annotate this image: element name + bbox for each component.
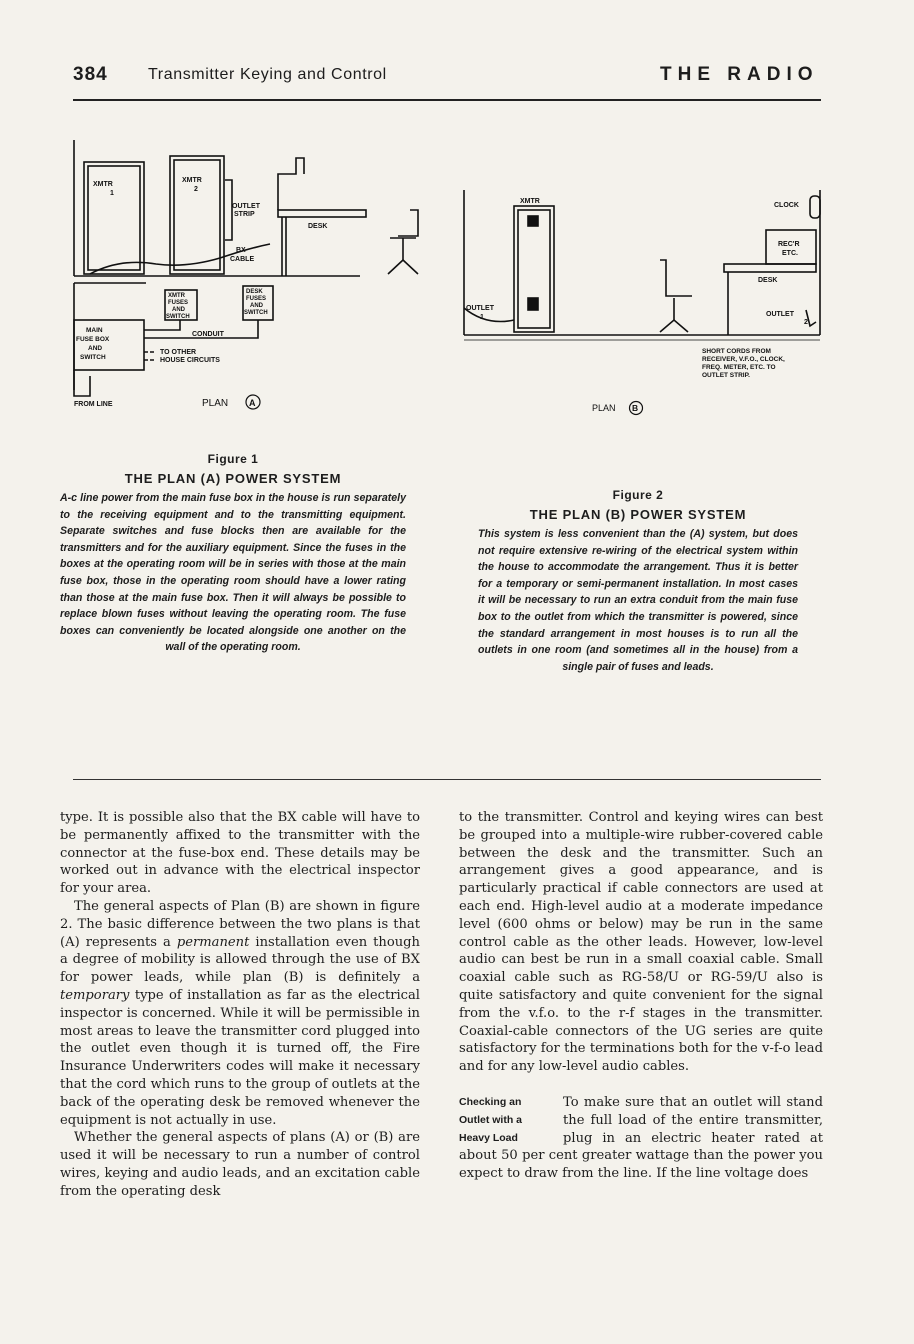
running-title: THE RADIO <box>660 64 819 85</box>
fig1-bx-label: BX <box>236 247 246 254</box>
fig1-cable-label: CABLE <box>230 256 255 263</box>
fig1-other-1: TO OTHER <box>160 349 197 356</box>
page-number: 384 <box>73 64 108 85</box>
fig1-strip-label: STRIP <box>234 211 255 218</box>
fig2-plan-letter: B <box>632 403 639 413</box>
figure1-label: Figure 1 <box>207 452 259 466</box>
fig2-rec-1: REC'R <box>778 241 800 248</box>
figure2-label: Figure 2 <box>612 488 664 502</box>
left-para-3: Whether the general aspects of plans (A) or (B) are used it will be necessary to run a number of control wires, keying and audio leads, and an excitation cable from the operating desk <box>60 1130 420 1199</box>
fig2-cords-1: SHORT CORDS FROM <box>702 348 771 355</box>
fig1-main-1: MAIN <box>86 327 103 334</box>
figure2-caption <box>478 488 798 675</box>
fig2-plan-label: PLAN <box>592 403 616 413</box>
fig2-rec-2: ETC. <box>782 250 798 257</box>
fig2-outlet-num: 1 <box>480 314 484 321</box>
figure2-caption-text: This system is less convenient than the (A) system, but does not require extensive re-wiring of the electrical system within the house to accommodate the arrangement. Thus it is better for a temporary or semi-permanent installation. In most cases it will be necessary to run an extra conduit from the main fuse box to the outlet from which the transmitter is powered, since the standard arrangement in most houses is to run all the outlets in one room (and sometimes all in the house) from a single pair of fuses and leads. <box>478 528 798 673</box>
right-para-2: To make sure that an outlet will stand the full load of the entire transmitter, plug in an electric heater rated at about 50 per cent greater wattage than the power you expect to draw from the line. If the line voltage does <box>459 1094 823 1182</box>
fig2-clock-label: CLOCK <box>774 202 799 209</box>
fig1-xmtr-fuses-2: FUSES <box>168 300 189 306</box>
right-column <box>459 809 823 1183</box>
checking-outlet-section <box>459 1094 823 1183</box>
fig2-cords-4: OUTLET STRIP. <box>702 372 750 379</box>
fig2-cords-3: FREQ. METER, ETC. TO <box>702 364 776 371</box>
fig1-desk-fuses-3: AND <box>250 303 263 309</box>
fig1-from-line: FROM LINE <box>74 401 113 408</box>
section-title: Transmitter Keying and Control <box>148 66 387 83</box>
fig1-xmtr-fuses-4: SWITCH <box>166 314 190 320</box>
figure2-title: THE PLAN (B) POWER SYSTEM <box>529 507 747 522</box>
fig2-outlet-right: OUTLET <box>766 311 794 318</box>
fig1-xmtr2-num: 2 <box>194 186 198 193</box>
fig1-xmtr1-num: 1 <box>110 190 114 197</box>
fig1-main-4: SWITCH <box>80 354 106 361</box>
side-heading: Checking an Outlet with a Heavy Load <box>459 1095 522 1144</box>
fig2-cords-2: RECEIVER, V.F.O., CLOCK, <box>702 356 785 363</box>
fig1-xmtr-fuses-3: AND <box>172 307 185 313</box>
fig1-xmtr1-label: XMTR <box>93 181 113 188</box>
fig1-desk-fuses-4: SWITCH <box>244 310 268 316</box>
fig2-outlet-right-num: 2 <box>804 319 808 326</box>
fig1-desk-fuses-1: DESK <box>246 289 263 295</box>
fig1-desk-label: DESK <box>308 223 328 230</box>
right-para-1: to the transmitter. Control and keying wires can best be grouped into a multiple-wire rubber-covered cable between the desk and the transmitter. Such an arrangement gives a good appearance, and is particularly practical if cable connectors are used at each end. High-level audio at a moderate impedance level (600 ohms or below) may be run in the same control cable as the other leads. However, low-level audio can best be run in a small coaxial cable. Small coaxial cable such as RG-58/U or RG-59/U also is quite satisfactory and quite convenient for the signal from the v.f.o. to the r-f stages in the transmitter. Coaxial-cable connectors of the UG series are quite satisfactory for the terminations both for the v-f-o lead and for any low-level audio cables. <box>459 810 823 1075</box>
fig1-outlet-label: OUTLET <box>232 203 260 210</box>
fig1-conduit-label: CONDUIT <box>192 331 224 338</box>
figure1-caption-text: A-c line power from the main fuse box in the house is run separately to the receiving equipment and to the transmitting equipment. Separate switches and fuse blocks then are available for the transmitters and for the auxiliary equipment. Since the fuses in the boxes at the operating room will be in series with those at the main fuse box, those in the operating room should have a lower rating than those at the main fuse box. Then it will always be possible to replace blown fuses without leaving the operating room. The fuse boxes can conveniently be located alongside one another on the wall of the operating room. <box>60 492 406 654</box>
fig1-other-2: HOUSE CIRCUITS <box>160 357 220 364</box>
fig1-xmtr-fuses-1: XMTR <box>168 293 185 299</box>
figure1-title: THE PLAN (A) POWER SYSTEM <box>124 471 342 486</box>
fig2-desk-label: DESK <box>758 277 778 284</box>
section-rule <box>73 779 821 780</box>
fig1-xmtr2-label: XMTR <box>182 177 202 184</box>
fig1-plan-label: PLAN <box>202 398 229 409</box>
fig1-desk-fuses-2: FUSES <box>246 296 267 302</box>
left-column <box>60 809 420 1201</box>
figure1-diagram <box>60 140 420 420</box>
fig2-xmtr-label: XMTR <box>520 198 540 205</box>
fig1-plan-letter: A <box>249 398 256 408</box>
fig2-outlet-label: OUTLET <box>466 305 494 312</box>
left-para-2: The general aspects of Plan (B) are shown in figure 2. The basic difference between the two plans is that (A) represents a permanent installation even though a degree of mobility is allowed through the use of BX for power leads, while plan (B) is definitely a temporary type of installation as far as the electrical inspector is concerned. While it will be permissible in most areas to leave the transmitter cord plugged into the outlet even though it is turned off, the Fire Insurance Underwriters codes will make it necessary that the cord which runs to the group of outlets at the back of the operating desk be removed whenever the equipment is not actually in use. <box>60 898 420 1128</box>
fig1-main-2: FUSE BOX <box>76 336 110 343</box>
figure2-diagram <box>456 170 836 430</box>
fig1-main-3: AND <box>88 345 103 352</box>
left-para-1: type. It is possible also that the BX cable will have to be permanently affixed to the transmitter with the connector at the fuse-box end. These details may be worked out in advance with the electrical inspector for your area. <box>60 810 420 897</box>
figure1-caption <box>60 452 406 656</box>
header-rule <box>73 99 821 101</box>
